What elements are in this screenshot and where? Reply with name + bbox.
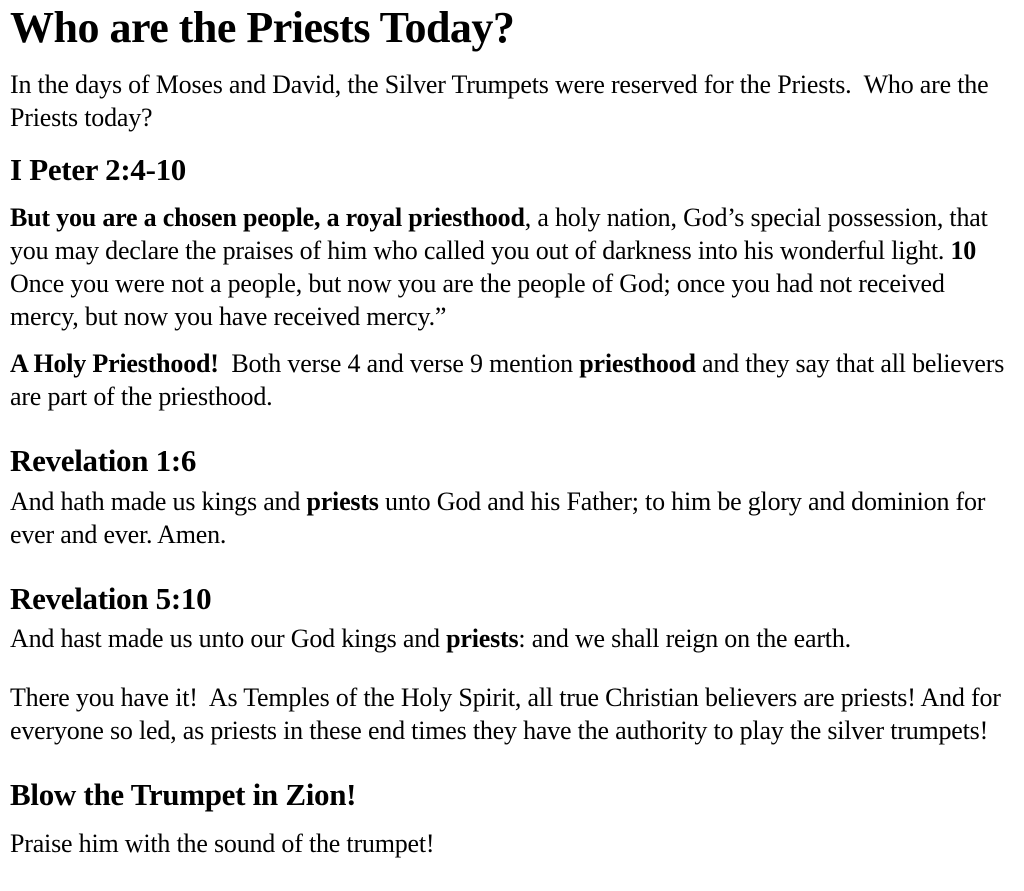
section-revelation-1-6 — [10, 443, 1012, 551]
section-blow-the-trumpet — [10, 777, 1012, 860]
intro-paragraph: In the days of Moses and David, the Silver Trumpets were reserved for the Priests. Who are the Priests today? — [10, 69, 995, 132]
heading-i-peter-2-4-10: I Peter 2:4-10 — [10, 151, 186, 187]
closing-paragraph: Praise him with the sound of the trumpet! — [10, 829, 435, 859]
scripture-paragraph-i-peter: But you are a chosen people, a royal priesthood, a holy nation, God’s special possession, that you may declare the praises of him who called you out of darkness into his wonderful light. 10 Once you were not a people, but now you are the people of God; once you had not received mercy, but now you have received mercy.” — [10, 203, 994, 332]
page-title: Who are the Priests Today? — [10, 3, 515, 52]
heading-revelation-1-6: Revelation 1:6 — [10, 443, 197, 479]
scripture-paragraph-revelation-1-6: And hath made us kings and priests unto God and his Father; to him be glory and dominion for ever and ever. Amen. — [10, 486, 992, 549]
heading-revelation-5-10: Revelation 5:10 — [10, 580, 212, 616]
scripture-paragraph-revelation-5-10: And hast made us unto our God kings and priests: and we shall reign on the earth. — [10, 624, 851, 654]
section-revelation-5-10 — [10, 581, 1012, 748]
section-i-peter — [10, 152, 1012, 414]
heading-blow-the-trumpet: Blow the Trumpet in Zion! — [10, 777, 357, 813]
conclusion-paragraph: There you have it! As Temples of the Holy Spirit, all true Christian believers are priests! And for everyone so led, as priests in these end times they have the authority to play the silver trumpets! — [10, 683, 1008, 746]
commentary-paragraph-holy-priesthood: A Holy Priesthood! Both verse 4 and verse 9 mention priesthood and they say that all believers are part of the priesthood. — [10, 349, 1011, 412]
